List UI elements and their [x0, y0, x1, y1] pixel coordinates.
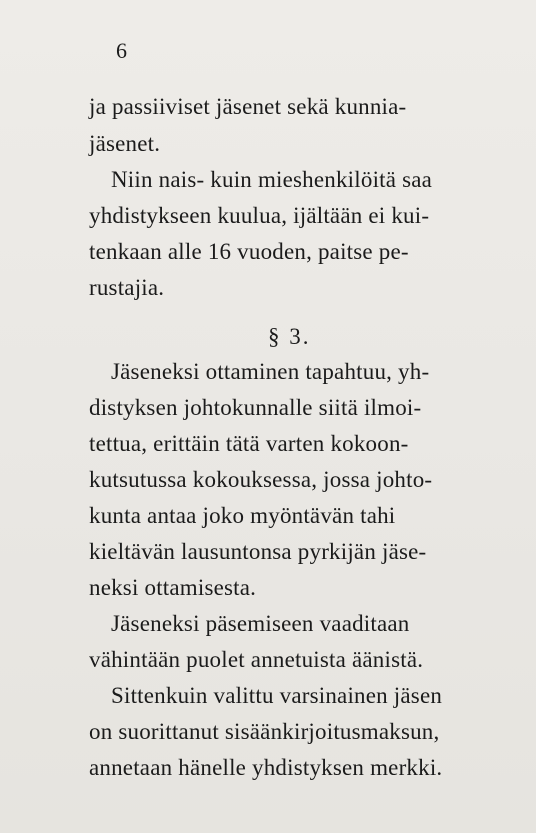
text-line-6: rustajia.	[89, 275, 165, 300]
text-line-17: on suorittanut sisäänkirjoitusmaksun,	[89, 719, 440, 744]
text-line-7: Jäseneksi ottaminen tapahtuu, yh-	[111, 359, 430, 384]
text-line-10: kutsutussa kokouksessa, jossa johto-	[89, 467, 433, 492]
text-line-1	[89, 95, 494, 118]
text-line-18: annetaan hänelle yhdistyksen merkki.	[89, 755, 443, 780]
text-line-13: neksi ottamisesta.	[89, 575, 257, 600]
text-line-1-content: ja passiiviset jäsenet sekä kunnia-	[89, 94, 407, 119]
section-heading: § 3.	[268, 324, 311, 349]
text-line-11: kunta antaa joko myöntävän tahi	[89, 503, 396, 528]
text-line-9: tettua, erittäin tätä varten kokoon-	[89, 431, 409, 456]
text-line-4: yhdistykseen kuulua, ijältään ei kui-	[89, 203, 430, 228]
text-line-2: jäsenet.	[89, 131, 161, 156]
text-line-5: tenkaan alle 16 vuoden, paitse pe-	[89, 239, 409, 264]
text-line-12: kieltävän lausuntonsa pyrkijän jäse-	[89, 539, 427, 564]
text-line-3: Niin nais- kuin mieshenkilöitä saa	[111, 167, 433, 192]
text-line-16: Sittenkuin valittu varsinainen jäsen	[111, 683, 443, 708]
text-line-14: Jäseneksi päsemiseen vaaditaan	[111, 611, 410, 636]
text-line-8: distyksen johtokunnalle siitä ilmoi-	[89, 395, 422, 420]
text-line-15: vähintään puolet annetuista äänistä.	[89, 647, 424, 672]
page-number: 6	[116, 38, 127, 63]
